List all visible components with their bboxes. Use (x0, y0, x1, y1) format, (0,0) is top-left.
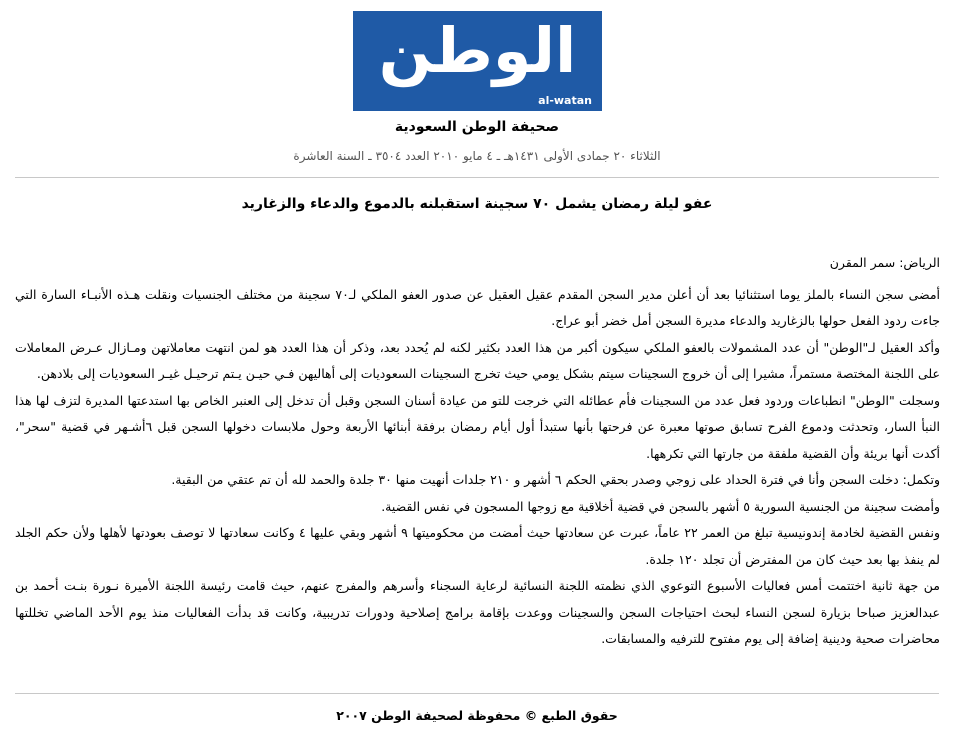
copyright-footer: حقوق الطبع © محفوظة لصحيفة الوطن ٢٠٠٧ (336, 708, 618, 723)
article-body (15, 250, 940, 653)
article-paragraph: وتكمل: دخلت السجن وأنا في فترة الحداد على زوجي وصدر بحقي الحكم ٦ أشهر و ٢١٠ جلدات أنهيت منها ٣٠ جلدة والحمد لله أن تم عتقي من البقية. (171, 472, 940, 487)
article-paragraph: ونفس القضية لخادمة إندونيسية تبلغ من العمر ٢٢ عاماً، عبرت عن سعادتها حيث أمضت من محكوميتها ٩ أشهر وبقي عليها ٤ وكانت سعادتها لا توصف بعودتها لأهلها ولأن حكم الجلد لم ينفذ بها بعد حيث كان من المفترض أن تجلد ١٢٠ جلدة. (15, 525, 940, 567)
article-paragraph: أمضى سجن النساء بالملز يوما استثنائيا بعد أن أعلن مدير السجن المقدم عقيل العقيل عن صدور العفو الملكي لـ٧٠ سجينة من مختلف الجنسيات ونقلت هـذه الأنبـاء السارة التي جاءت ردود الفعل حولها بالزغاريد والدعاء مديرة السجن أمل خضر أبو عراج. (15, 286, 940, 328)
article-paragraph: وسجلت "الوطن" انطباعات وردود فعل عدد من السجينات فأم عطائله التي خرجت للتو من عيادة أسنان السجن وقبل أن تدخل إلى العنبر الخاص بها استدعتها المديرة لتزف لها هذا النبأ السار، وتحدثت ودموع الفرح تسابق صوتها معبرة عن فرحتها بأنها ستبدأ أول أيام رمضان برفقة أبنائها الأربعة وحول ملابسات دخولها السجن قبل ٦أشـهر في قضية "سحر"، أكدت أنها بريئة وأن القضية ملفقة من جارتها التي تكرهها. (15, 392, 940, 461)
logo-latin-text: al-watan (538, 94, 592, 107)
article-paragraph: وأمضت سجينة من الجنسية السورية ٥ أشهر بالسجن في قضية أخلاقية مع زوجها المسجون في نفس القضية. (381, 498, 940, 514)
article-paragraph: وأكد العقيل لـ"الوطن" أن عدد المشمولات بالعفو الملكي سيكون أكبر من هذا العدد بكثير لكنه لم يُحدد بعد، وذكر أن هذا العدد هو لمن انتهت معاملاتهن ومـازال عـرض المعاملات على اللجنة المختصة مستمراً، مشيرا إلى أن خروج السجينات سيتم بشكل يومي حيث تخرج السجينات السعوديات إلى أهاليهن فـي حيـن يـتم ترحيـل غيـر السعوديات إلى بلادهن. (15, 339, 940, 381)
newspaper-name: صحيفة الوطن السعودية (394, 119, 560, 135)
alwatan-logo (353, 11, 602, 111)
issue-date-line: الثلاثاء ٢٠ جمادى الأولى ١٤٣١هـ ـ ٤ مايو ٢٠١٠ العدد ٣٥٠٤ ـ السنة العاشرة (293, 149, 661, 163)
divider-top (15, 177, 939, 178)
logo-wordmark: الوطن (378, 14, 577, 87)
article-paragraph: من جهة ثانية اختتمت أمس فعاليات الأسبوع التوعوي الذي نظمته اللجنة النسائية لرعاية السجناء وأسرهم والمفرج عنهم، حيث قامت رئيسة اللجنة الأميرة نـورة بنـت أحمد بن عبدالعزيز صباحا بزيارة لسجن النساء لبحث احتياجات السجن والسجينات ووعدت بإقامة برامج إصلاحية ودورات تدريبية، وكانت قد بدأت الفعاليات منذ يوم الأحد الماضي تخللتها محاضرات صحية ودينية إضافة إلى يوم مفتوح للترفيه والمسابقات. (15, 578, 940, 646)
article-byline: الرياض: سمر المقرن (829, 255, 940, 270)
divider-bottom (15, 693, 939, 694)
article-headline: عفو ليلة رمضان يشمل ٧٠ سجينة استقبلنه بالدموع والدعاء والزغاريد (241, 196, 713, 212)
